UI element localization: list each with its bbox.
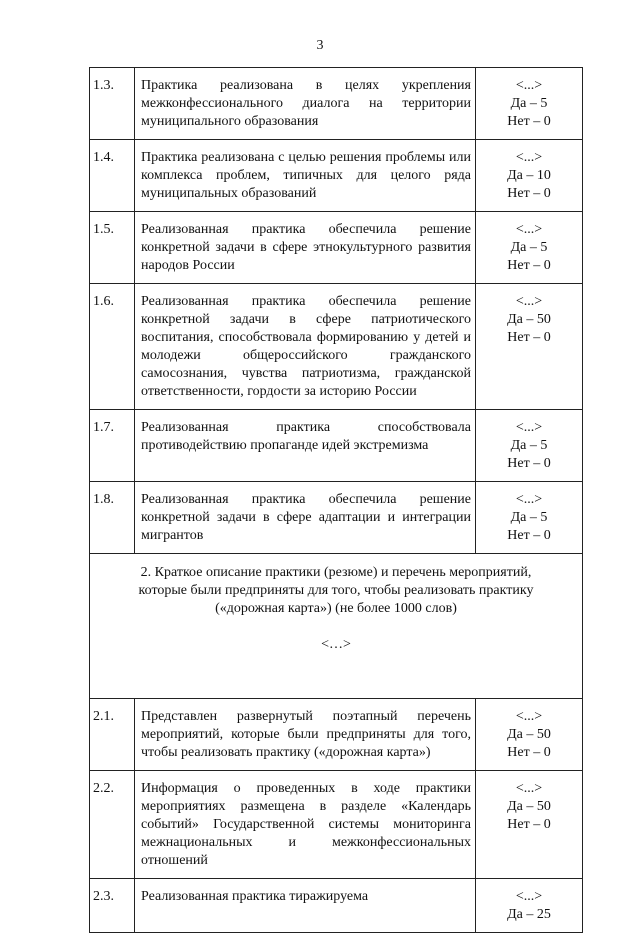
criteria-row (90, 212, 583, 284)
criterion-text: Представлен развернутый поэтапный перечень мероприятий, которые были предприняты для того, чтобы реализовать практику («дорожная карта») (135, 699, 476, 771)
score-cell (476, 699, 583, 771)
score-option: Да – 5 (510, 240, 548, 255)
score-cell (476, 482, 583, 554)
score-cell (476, 879, 583, 933)
score-option: Нет – 0 (507, 186, 551, 201)
criterion-text: Реализованная практика обеспечила решение конкретной задачи в сфере адаптации и интеграции мигрантов (135, 482, 476, 554)
section-2-title: 2. Краткое описание практики (резюме) и перечень мероприятий, которые были предприняты для того, чтобы реализовать практику («дорожная карта») (не более 1000 слов) (138, 565, 534, 616)
criteria-row (90, 482, 583, 554)
criteria-row (90, 410, 583, 482)
row-number: 1.5. (90, 212, 135, 284)
criterion-text: Информация о проведенных в ходе практики мероприятиях размещена в разделе «Календарь событий» Государственной системы мониторинга межнациональных и межконфессиональных отношений (135, 771, 476, 879)
score-option: Нет – 0 (507, 745, 551, 760)
score-option: Да – 50 (507, 312, 551, 327)
criterion-text: Реализованная практика обеспечила решение конкретной задачи в сфере этнокультурного развития народов России (135, 212, 476, 284)
criterion-text: Практика реализована в целях укрепления межконфессионального диалога на территории муниципального образования (135, 68, 476, 140)
score-option: Нет – 0 (507, 817, 551, 832)
score-cell (476, 771, 583, 879)
row-number: 2.1. (90, 699, 135, 771)
criterion-text: Практика реализована с целью решения проблемы или комплекса проблем, типичных для целого ряда муниципальных образований (135, 140, 476, 212)
score-option: Да – 50 (507, 727, 551, 742)
score-cell (476, 284, 583, 410)
criteria-rows-bottom (90, 699, 583, 933)
score-option: Нет – 0 (507, 258, 551, 273)
criteria-row (90, 771, 583, 879)
score-cell (476, 212, 583, 284)
section-2-body (90, 554, 583, 699)
row-number: 1.7. (90, 410, 135, 482)
score-option: Да – 5 (510, 438, 548, 453)
score-placeholder: <...> (515, 420, 543, 435)
section-2-placeholder: <…> (321, 637, 351, 652)
criteria-table (89, 67, 583, 933)
score-option: Нет – 0 (507, 456, 551, 471)
score-placeholder: <...> (515, 150, 543, 165)
row-number: 2.3. (90, 879, 135, 933)
score-placeholder: <...> (515, 889, 543, 904)
criterion-text: Реализованная практика способствовала противодействию пропаганде идей экстремизма (135, 410, 476, 482)
criteria-row (90, 879, 583, 933)
score-placeholder: <...> (515, 294, 543, 309)
score-cell (476, 410, 583, 482)
row-number: 1.6. (90, 284, 135, 410)
criteria-row (90, 140, 583, 212)
score-placeholder: <...> (515, 709, 543, 724)
criterion-text: Реализованная практика обеспечила решение конкретной задачи в сфере патриотического воспитания, способствовала формированию у детей и молодежи общероссийского гражданского самосознания, чувства патриотизма, гражданской ответственности, гордости за историю России (135, 284, 476, 410)
score-placeholder: <...> (515, 492, 543, 507)
score-option: Да – 5 (510, 96, 548, 111)
row-number: 2.2. (90, 771, 135, 879)
score-option: Да – 50 (507, 799, 551, 814)
row-number: 1.3. (90, 68, 135, 140)
score-placeholder: <...> (515, 78, 543, 93)
criteria-row (90, 284, 583, 410)
criteria-row (90, 699, 583, 771)
criteria-row (90, 68, 583, 140)
row-number: 1.8. (90, 482, 135, 554)
score-option: Нет – 0 (507, 330, 551, 345)
criteria-rows-top (90, 68, 583, 554)
page-number: 3 (316, 38, 324, 53)
score-option: Да – 10 (507, 168, 551, 183)
score-cell (476, 68, 583, 140)
score-option: Нет – 0 (507, 114, 551, 129)
score-placeholder: <...> (515, 781, 543, 796)
section-2-cell (90, 554, 583, 699)
row-number: 1.4. (90, 140, 135, 212)
criterion-text: Реализованная практика тиражируема (135, 879, 476, 933)
section-2-row (90, 554, 583, 699)
score-cell (476, 140, 583, 212)
score-option: Да – 5 (510, 510, 548, 525)
score-placeholder: <...> (515, 222, 543, 237)
score-option: Да – 25 (507, 907, 551, 922)
score-option: Нет – 0 (507, 528, 551, 543)
